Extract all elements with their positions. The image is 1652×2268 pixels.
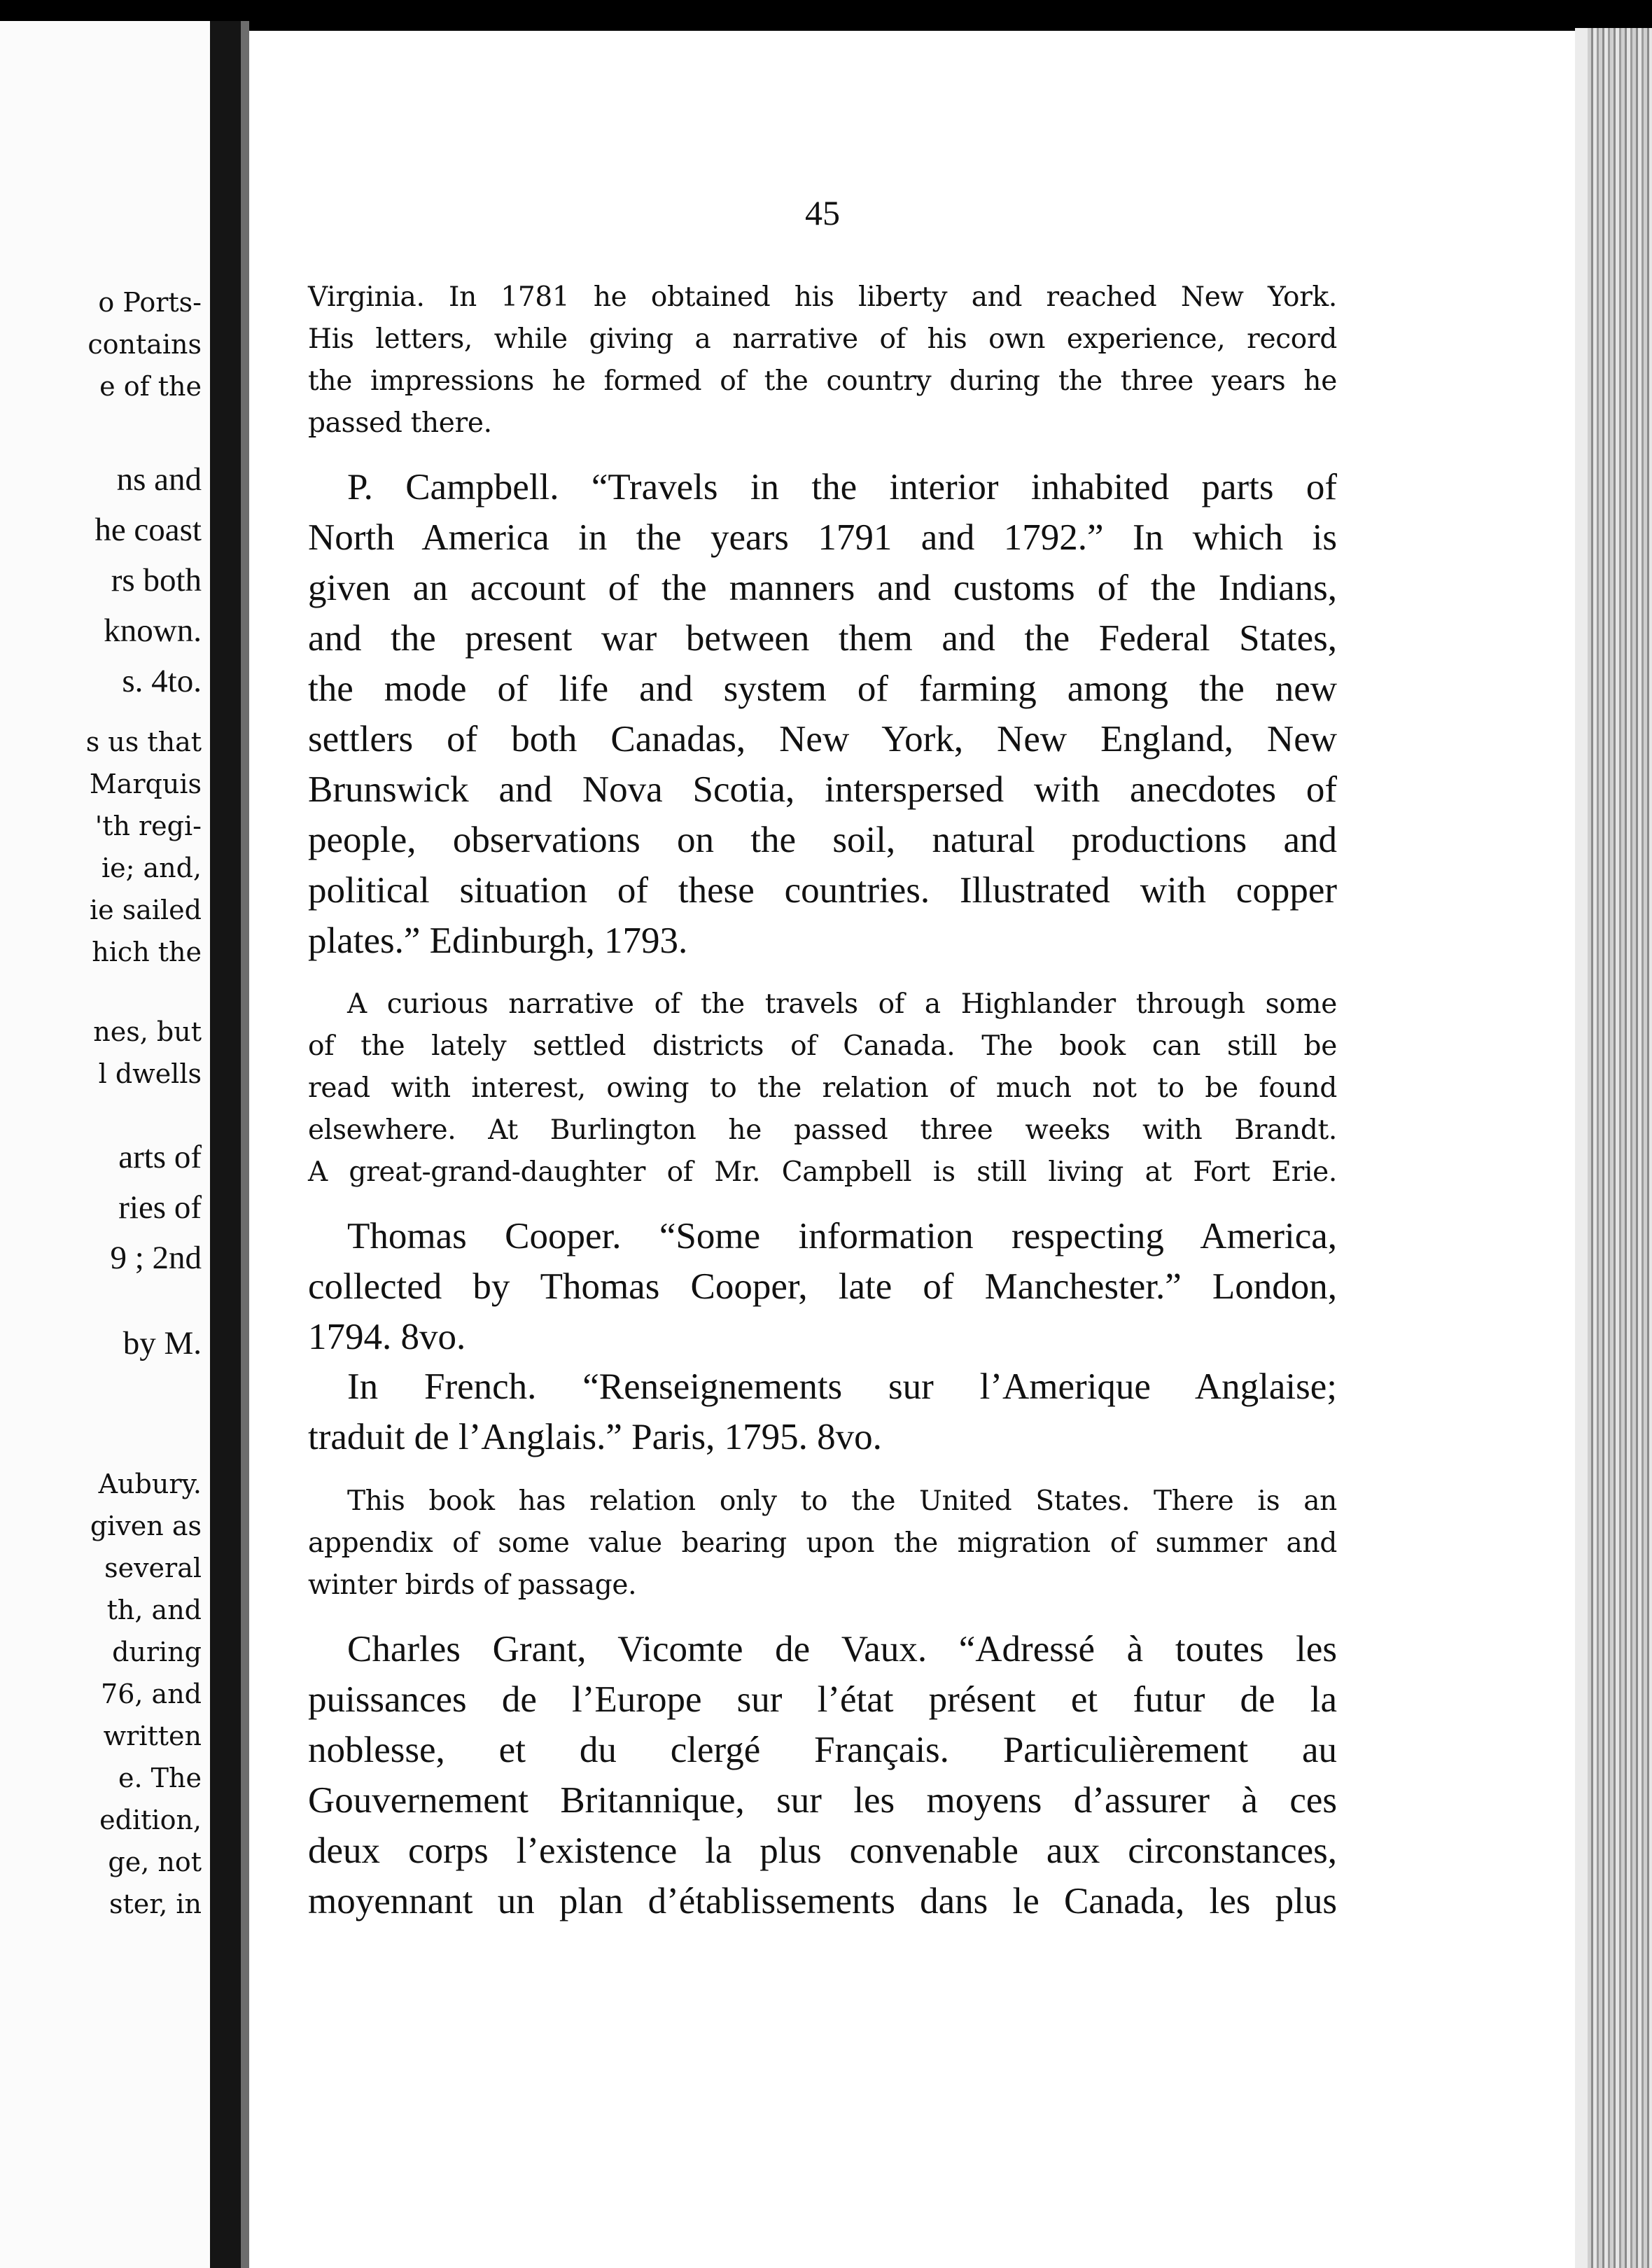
facing-text-fragment: e. The <box>118 1763 202 1793</box>
page-number: 45 <box>805 193 840 232</box>
text-line: elsewhere. At Burlington he passed three weeks with Brandt. <box>308 1114 1337 1146</box>
facing-text-fragment: rs both <box>111 562 202 598</box>
facing-text-fragment: by M. <box>122 1325 202 1362</box>
text-line: Thomas Cooper. “Some information respecting America, <box>347 1216 1337 1256</box>
paragraph-virginia <box>308 276 1337 444</box>
text-line: 1794. 8vo. <box>308 1317 466 1357</box>
text-line: the impressions he formed of the country during the three years he <box>308 365 1337 397</box>
text-line: Charles Grant, Vicomte de Vaux. “Adressé à toutes les <box>347 1629 1337 1670</box>
facing-text-fragment: 76, and <box>101 1679 202 1709</box>
text-line: the mode of life and system of farming among the new <box>308 668 1337 709</box>
text-line: P. Campbell. “Travels in the interior inhabited parts of <box>347 467 1337 507</box>
book-gutter <box>210 21 241 2268</box>
facing-text-fragment: e of the <box>99 371 202 402</box>
facing-text-fragment: l dwells <box>98 1058 202 1089</box>
facing-text-fragment: nes, but <box>93 1016 202 1047</box>
facing-text-fragment: contains <box>88 329 202 360</box>
facing-text-fragment: given as <box>90 1511 202 1541</box>
facing-text-fragment: edition, <box>99 1805 202 1835</box>
facing-text-fragment: Aubury. <box>98 1469 202 1499</box>
facing-text-fragment: o Ports- <box>98 287 202 318</box>
facing-text-fragment: s us that <box>85 727 202 757</box>
text-line: settlers of both Canadas, New York, New England, New <box>308 719 1337 760</box>
text-line: appendix of some value bearing upon the migration of summer and <box>308 1527 1337 1559</box>
facing-text-fragment: ge, not <box>108 1847 202 1877</box>
facing-page-edge <box>0 21 210 2268</box>
facing-text-fragment: s. 4to. <box>122 663 202 699</box>
text-line: winter birds of passage. <box>308 1569 637 1601</box>
facing-text-fragment: Marquis <box>89 769 202 799</box>
text-line: This book has relation only to the United States. There is an <box>347 1485 1337 1517</box>
facing-text-fragment: 'th regi- <box>94 811 202 841</box>
facing-text-fragment: written <box>103 1721 202 1751</box>
text-line: of the lately settled districts of Canada. The book can still be <box>308 1030 1337 1062</box>
text-line: traduit de l’Anglais.” Paris, 1795. 8vo. <box>308 1417 882 1457</box>
paragraph-cooper-note <box>308 1480 1337 1606</box>
text-line: people, observations on the soil, natural productions and <box>308 820 1337 860</box>
text-line: puissances de l’Europe sur l’état présent et futur de la <box>308 1679 1337 1720</box>
facing-text-fragment: ie; and, <box>101 853 202 883</box>
facing-text-fragment: arts of <box>118 1139 202 1175</box>
facing-text-fragment: ster, in <box>108 1889 202 1919</box>
paragraph-cooper <box>308 1211 1337 1362</box>
paragraph-campbell <box>308 462 1337 966</box>
paragraph-campbell-note <box>308 983 1337 1194</box>
paragraph-grant <box>308 1624 1337 1926</box>
facing-text-fragment: known. <box>104 612 202 649</box>
text-line: Brunswick and Nova Scotia, interspersed with anecdotes of <box>308 769 1337 810</box>
text-line: and the present war between them and the Federal States, <box>308 618 1337 659</box>
text-line: noblesse, et du clergé Français. Particulièrement au <box>308 1730 1337 1770</box>
text-line: Virginia. In 1781 he obtained his liberty and reached New York. <box>308 281 1337 313</box>
facing-text-fragment: several <box>104 1553 202 1583</box>
page-stack-shadow <box>1575 28 1588 2268</box>
text-line: moyennant un plan d’établissements dans le Canada, les plus <box>308 1881 1337 1921</box>
facing-text-fragment: ie sailed <box>90 895 202 925</box>
paragraph-cooper-french <box>308 1362 1337 1462</box>
text-line: plates.” Edinburgh, 1793. <box>308 920 688 961</box>
text-line: A great-grand-daughter of Mr. Campbell is still living at Fort Erie. <box>308 1156 1337 1188</box>
text-line: given an account of the manners and customs of the Indians, <box>308 568 1337 608</box>
text-line: In French. “Renseignements sur l’Amerique Anglaise; <box>347 1366 1337 1407</box>
text-line: Gouvernement Britannique, sur les moyens d’assurer à ces <box>308 1780 1337 1821</box>
facing-text-fragment: ns and <box>116 461 202 498</box>
facing-text-fragment: hich the <box>92 937 202 967</box>
text-line: passed there. <box>308 407 492 439</box>
text-line: collected by Thomas Cooper, late of Manchester.” London, <box>308 1266 1337 1307</box>
facing-text-fragment: he coast <box>94 512 202 548</box>
page-stack-edge <box>1588 28 1652 2268</box>
text-line: A curious narrative of the travels of a Highlander through some <box>347 988 1337 1020</box>
text-line: deux corps l’existence la plus convenable aux circonstances, <box>308 1830 1337 1871</box>
book-gutter-shadow <box>241 21 249 2268</box>
text-line: North America in the years 1791 and 1792.” In which is <box>308 517 1337 558</box>
facing-text-fragment: th, and <box>106 1595 202 1625</box>
text-line: His letters, while giving a narrative of his own experience, record <box>308 323 1337 355</box>
facing-text-fragment: 9 ; 2nd <box>110 1240 202 1276</box>
text-line: read with interest, owing to the relation of much not to be found <box>308 1072 1337 1104</box>
facing-text-fragment: ries of <box>118 1189 202 1226</box>
facing-text-fragment: during <box>112 1637 202 1667</box>
text-line: political situation of these countries. Illustrated with copper <box>308 870 1337 911</box>
